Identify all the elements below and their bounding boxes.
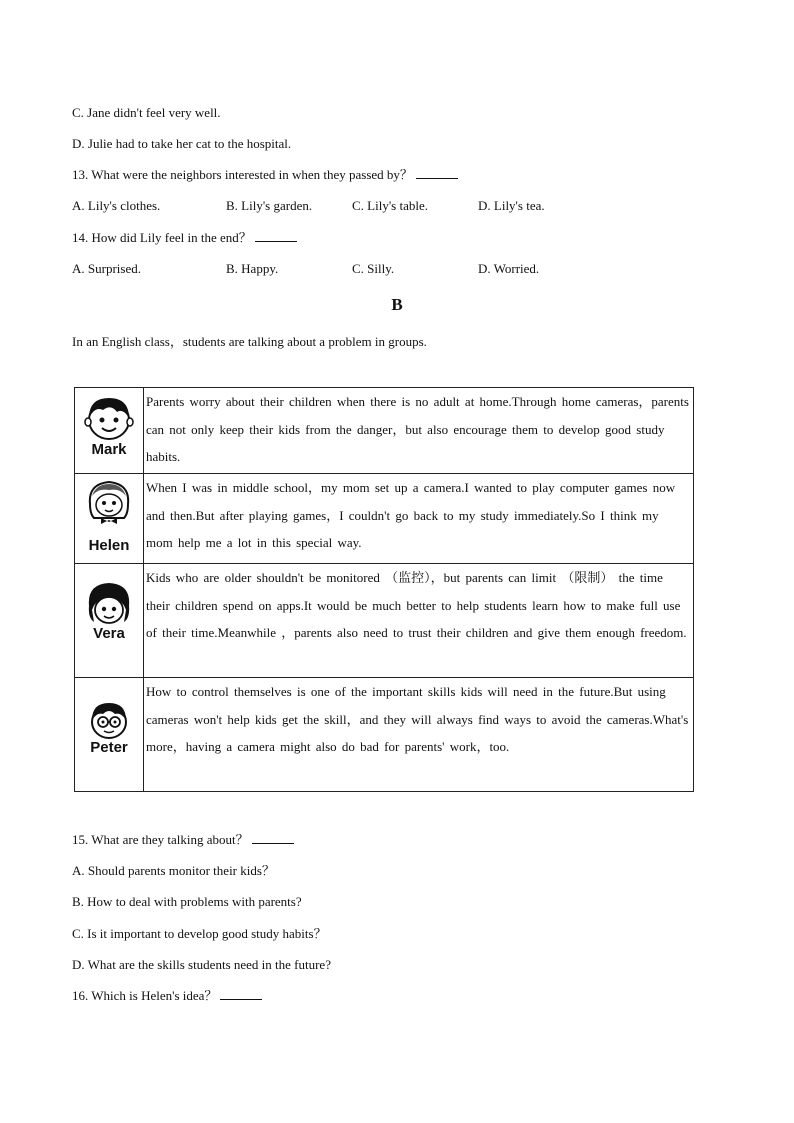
q13-option-b: B. Lily's garden. xyxy=(226,198,313,213)
boy-glasses-face-icon xyxy=(87,700,131,740)
q14-option-a: A. Surprised. xyxy=(72,261,141,276)
q14-option-c: C. Silly. xyxy=(352,261,395,276)
speaker-name: Mark xyxy=(91,441,127,458)
section-intro: In an English class，students are talking about a problem in groups. xyxy=(72,334,427,349)
question-13 xyxy=(72,167,458,183)
speaker-cell xyxy=(75,474,144,564)
question-16 xyxy=(72,988,262,1004)
speaker-text: Kids who are older shouldn't be monitored （监控），but parents can limit （限制） the time their children spend on apps.It would be much better to help students learn how to make full use of their time.Meanwhile ，parents also need to trust their children and give them enough freedom. xyxy=(144,564,694,678)
question-15 xyxy=(72,832,294,848)
q13-option-d: D. Lily's tea. xyxy=(478,198,545,213)
girl-face-icon xyxy=(84,580,134,626)
table-row xyxy=(75,474,694,564)
q15-option-c: C. Is it important to develop good study habits？ xyxy=(72,926,327,941)
speaker-cell xyxy=(75,564,144,678)
answer-blank[interactable] xyxy=(255,230,297,242)
answer-blank[interactable] xyxy=(220,988,262,1000)
speaker-name: Peter xyxy=(90,739,128,756)
speaker-name: Vera xyxy=(93,625,125,642)
q15-option-d: D. What are the skills students need in the future? xyxy=(72,957,331,972)
question-14 xyxy=(72,230,297,246)
girl-face-icon xyxy=(84,478,134,538)
question-16-text: 16. Which is Helen's idea？ xyxy=(72,988,218,1003)
question-15-text: 15. What are they talking about？ xyxy=(72,832,249,847)
question-13-text: 13. What were the neighbors interested in when they passed by？ xyxy=(72,167,413,182)
speaker-name: Helen xyxy=(88,537,130,554)
speaker-text: When I was in middle school，my mom set up a camera.I wanted to play computer games now and then.But after playing games，I couldn't go back to my study immediately.So I think my mom help me a lot in this special way. xyxy=(144,474,694,564)
speaker-text: Parents worry about their children when there is no adult at home.Through home cameras，parents can not only keep their kids from the danger，but also encourage them to develop good study habits. xyxy=(144,388,694,474)
table-row xyxy=(75,678,694,792)
option-c-jane: C. Jane didn't feel very well. xyxy=(72,105,221,120)
q14-option-b: B. Happy. xyxy=(226,261,279,276)
speaker-cell xyxy=(75,388,144,474)
section-heading: B xyxy=(391,295,403,314)
table-row xyxy=(75,564,694,678)
q14-option-d: D. Worried. xyxy=(478,261,540,276)
answer-blank[interactable] xyxy=(252,832,294,844)
speaker-cell xyxy=(75,678,144,792)
table-row xyxy=(75,388,694,474)
q13-option-c: C. Lily's table. xyxy=(352,198,429,213)
opinions-table xyxy=(74,387,694,792)
answer-blank[interactable] xyxy=(416,167,458,179)
q13-option-a: A. Lily's clothes. xyxy=(72,198,161,213)
boy-face-icon xyxy=(83,394,135,442)
q15-option-b: B. How to deal with problems with parents? xyxy=(72,894,302,909)
speaker-text: How to control themselves is one of the important skills kids will need in the future.But using cameras won't help kids get the skill，and they will always find ways to avoid the cameras.What's more，having a camera might also do bad for parents' work，too. xyxy=(144,678,694,792)
option-d-julie: D. Julie had to take her cat to the hospital. xyxy=(72,136,292,151)
q15-option-a: A. Should parents monitor their kids？ xyxy=(72,863,275,878)
question-14-text: 14. How did Lily feel in the end？ xyxy=(72,230,252,245)
